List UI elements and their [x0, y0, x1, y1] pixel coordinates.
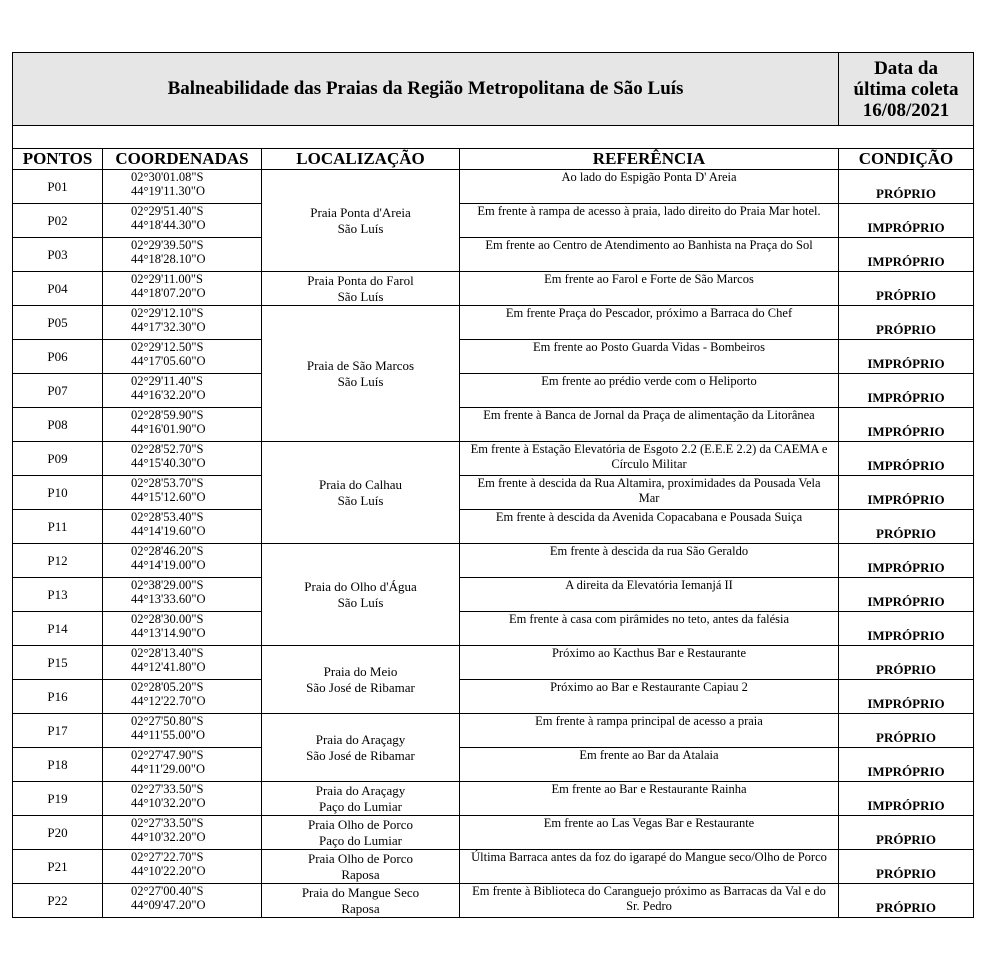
condition-cell: IMPRÓPRIO	[839, 782, 974, 816]
condition-cell: IMPRÓPRIO	[839, 408, 974, 442]
reference-cell: Em frente à descida da Rua Altamira, proximidades da Pousada Vela Mar	[460, 476, 839, 510]
coordinates-cell	[103, 646, 262, 680]
latitude: 02°27'22.70"S	[131, 850, 204, 864]
condition-cell: IMPRÓPRIO	[839, 442, 974, 476]
reference-cell: Em frente à Biblioteca do Caranguejo próximo as Barracas da Val e do Sr. Pedro	[460, 884, 839, 918]
condition-cell: PRÓPRIO	[839, 272, 974, 306]
ponto-cell: P18	[13, 748, 103, 782]
condition-cell: PRÓPRIO	[839, 510, 974, 544]
latitude: 02°27'00.40"S	[131, 884, 204, 898]
coordinates-cell	[103, 272, 262, 306]
ponto-cell: P11	[13, 510, 103, 544]
reference-cell: Em frente à descida da Avenida Copacabana e Pousada Suiça	[460, 510, 839, 544]
location-cell	[262, 782, 460, 816]
ponto-cell: P17	[13, 714, 103, 748]
table-row	[13, 442, 974, 476]
condition-cell: IMPRÓPRIO	[839, 748, 974, 782]
table-row	[13, 238, 974, 272]
ponto-cell: P22	[13, 884, 103, 918]
latitude: 02°29'12.10"S	[131, 306, 204, 320]
balneabilidade-table	[12, 52, 974, 918]
longitude: 44°10'22.20"O	[131, 864, 206, 878]
condition-cell: PRÓPRIO	[839, 850, 974, 884]
table-row	[13, 272, 974, 306]
reference-cell: Em frente ao Centro de Atendimento ao Banhista na Praça do Sol	[460, 238, 839, 272]
beach-name: Praia de São Marcos	[306, 357, 415, 373]
ponto-cell: P12	[13, 544, 103, 578]
ponto-cell: P20	[13, 816, 103, 850]
longitude: 44°12'22.70"O	[131, 694, 206, 708]
reference-cell: Próximo ao Kacthus Bar e Restaurante	[460, 646, 839, 680]
reference-cell: Em frente à rampa principal de acesso a praia	[460, 714, 839, 748]
longitude: 44°10'32.20"O	[131, 796, 206, 810]
beach-name: Praia do Araçagy	[315, 731, 406, 747]
longitude: 44°11'29.00"O	[131, 762, 206, 776]
ponto-cell: P16	[13, 680, 103, 714]
municipality: São José de Ribamar	[306, 747, 415, 763]
reference-cell: Última Barraca antes da foz do igarapé do Mangue seco/Olho de Porco	[460, 850, 839, 884]
latitude: 02°28'59.90"S	[131, 408, 204, 422]
condition-cell: IMPRÓPRIO	[839, 204, 974, 238]
location-cell	[262, 170, 460, 272]
reference-cell: Em frente à descida da rua São Geraldo	[460, 544, 839, 578]
reference-cell: Em frente ao Posto Guarda Vidas - Bombeiros	[460, 340, 839, 374]
beach-name: Praia do Calhau	[318, 476, 403, 492]
table-title: Balneabilidade das Praias da Região Metropolitana de São Luís	[13, 53, 839, 126]
reference-cell: Em frente à Estação Elevatória de Esgoto 2.2 (E.E.E 2.2) da CAEMA e Círculo Militar	[460, 442, 839, 476]
ponto-cell: P05	[13, 306, 103, 340]
latitude: 02°27'33.50"S	[131, 782, 204, 796]
column-header-coordenadas: COORDENADAS	[103, 149, 262, 170]
reference-cell: Em frente à casa com pirâmides no teto, antes da falésia	[460, 612, 839, 646]
longitude: 44°16'01.90"O	[131, 422, 206, 436]
location-cell	[262, 544, 460, 646]
beach-name: Praia do Mangue Seco	[301, 884, 420, 900]
table-row	[13, 612, 974, 646]
condition-cell: PRÓPRIO	[839, 884, 974, 918]
reference-cell: Em frente Praça do Pescador, próximo a Barraca do Chef	[460, 306, 839, 340]
ponto-cell: P08	[13, 408, 103, 442]
location-cell	[262, 272, 460, 306]
reference-cell: Em frente ao prédio verde com o Heliporto	[460, 374, 839, 408]
longitude: 44°13'14.90"O	[131, 626, 206, 640]
coordinates-cell	[103, 544, 262, 578]
municipality: São José de Ribamar	[306, 679, 415, 695]
municipality: São Luís	[337, 288, 384, 304]
date-label-line1: Data da	[874, 57, 938, 79]
reference-cell: Em frente à Banca de Jornal da Praça de alimentação da Litorânea	[460, 408, 839, 442]
ponto-cell: P15	[13, 646, 103, 680]
table-row	[13, 340, 974, 374]
table-row	[13, 646, 974, 680]
longitude: 44°19'11.30"O	[131, 184, 206, 198]
latitude: 02°27'50.80"S	[131, 714, 204, 728]
municipality: Paço do Lumiar	[318, 832, 403, 848]
reference-cell: Em frente ao Bar da Atalaia	[460, 748, 839, 782]
longitude: 44°18'07.20"O	[131, 286, 206, 300]
condition-cell: IMPRÓPRIO	[839, 476, 974, 510]
ponto-cell: P19	[13, 782, 103, 816]
last-collection-date	[839, 53, 974, 126]
column-header-referencia: REFERÊNCIA	[460, 149, 839, 170]
condition-cell: PRÓPRIO	[839, 646, 974, 680]
spacer-row	[13, 126, 974, 149]
municipality: São Luís	[337, 492, 384, 508]
longitude: 44°16'32.20"O	[131, 388, 206, 402]
coordinates-cell	[103, 850, 262, 884]
condition-cell: PRÓPRIO	[839, 306, 974, 340]
longitude: 44°17'32.30"O	[131, 320, 206, 334]
coordinates-cell	[103, 578, 262, 612]
longitude: 44°14'19.00"O	[131, 558, 206, 572]
ponto-cell: P02	[13, 204, 103, 238]
condition-cell: PRÓPRIO	[839, 170, 974, 204]
municipality: Paço do Lumiar	[318, 798, 403, 814]
condition-cell: PRÓPRIO	[839, 816, 974, 850]
table-row	[13, 850, 974, 884]
latitude: 02°29'11.00"S	[131, 272, 203, 286]
municipality: São Luís	[337, 373, 384, 389]
municipality: Raposa	[341, 900, 380, 916]
latitude: 02°28'53.70"S	[131, 476, 204, 490]
table-row	[13, 204, 974, 238]
ponto-cell: P03	[13, 238, 103, 272]
reference-cell: Próximo ao Bar e Restaurante Capiau 2	[460, 680, 839, 714]
condition-cell: IMPRÓPRIO	[839, 544, 974, 578]
date-value: 16/08/2021	[862, 99, 950, 121]
table-row	[13, 680, 974, 714]
longitude: 44°11'55.00"O	[131, 728, 206, 742]
table-row	[13, 544, 974, 578]
table-row	[13, 578, 974, 612]
beach-name: Praia do Araçagy	[315, 782, 406, 798]
longitude: 44°17'05.60"O	[131, 354, 206, 368]
table-row	[13, 816, 974, 850]
condition-cell: IMPRÓPRIO	[839, 340, 974, 374]
table-row	[13, 510, 974, 544]
location-cell	[262, 884, 460, 918]
table-row	[13, 306, 974, 340]
ponto-cell: P14	[13, 612, 103, 646]
longitude: 44°15'12.60"O	[131, 490, 206, 504]
location-cell	[262, 306, 460, 442]
municipality: Raposa	[341, 866, 380, 882]
coordinates-cell	[103, 204, 262, 238]
table-row	[13, 408, 974, 442]
reference-cell: Ao lado do Espigão Ponta D' Areia	[460, 170, 839, 204]
latitude: 02°28'13.40"S	[131, 646, 204, 660]
ponto-cell: P10	[13, 476, 103, 510]
reference-cell: A direita da Elevatória Iemanjá II	[460, 578, 839, 612]
column-header-pontos: PONTOS	[13, 149, 103, 170]
latitude: 02°28'52.70"S	[131, 442, 204, 456]
latitude: 02°28'30.00"S	[131, 612, 204, 626]
table-row	[13, 782, 974, 816]
ponto-cell: P21	[13, 850, 103, 884]
table-row	[13, 374, 974, 408]
coordinates-cell	[103, 340, 262, 374]
municipality: São Luís	[337, 220, 384, 236]
beach-name: Praia Olho de Porco	[307, 816, 414, 832]
condition-cell: PRÓPRIO	[839, 714, 974, 748]
latitude: 02°29'51.40"S	[131, 204, 204, 218]
condition-cell: IMPRÓPRIO	[839, 612, 974, 646]
coordinates-cell	[103, 510, 262, 544]
longitude: 44°12'41.80"O	[131, 660, 206, 674]
coordinates-cell	[103, 306, 262, 340]
table-row	[13, 476, 974, 510]
municipality: São Luís	[337, 594, 384, 610]
coordinates-cell	[103, 884, 262, 918]
reference-cell: Em frente à rampa de acesso à praia, lado direito do Praia Mar hotel.	[460, 204, 839, 238]
coordinates-cell	[103, 816, 262, 850]
ponto-cell: P06	[13, 340, 103, 374]
latitude: 02°28'46.20"S	[131, 544, 204, 558]
condition-cell: IMPRÓPRIO	[839, 680, 974, 714]
longitude: 44°09'47.20"O	[131, 898, 206, 912]
column-header-localizacao: LOCALIZAÇÃO	[262, 149, 460, 170]
coordinates-cell	[103, 170, 262, 204]
latitude: 02°27'47.90"S	[131, 748, 204, 762]
coordinates-cell	[103, 374, 262, 408]
longitude: 44°14'19.60"O	[131, 524, 206, 538]
coordinates-cell	[103, 748, 262, 782]
reference-cell: Em frente ao Farol e Forte de São Marcos	[460, 272, 839, 306]
condition-cell: IMPRÓPRIO	[839, 578, 974, 612]
beach-name: Praia do Meio	[323, 663, 398, 679]
longitude: 44°18'44.30"O	[131, 218, 206, 232]
longitude: 44°10'32.20"O	[131, 830, 206, 844]
beach-name: Praia Ponta d'Areia	[310, 204, 411, 220]
ponto-cell: P09	[13, 442, 103, 476]
latitude: 02°29'11.40"S	[131, 374, 203, 388]
latitude: 02°27'33.50"S	[131, 816, 204, 830]
coordinates-cell	[103, 238, 262, 272]
latitude: 02°28'05.20"S	[131, 680, 204, 694]
coordinates-cell	[103, 782, 262, 816]
longitude: 44°13'33.60"O	[131, 592, 206, 606]
latitude: 02°30'01.08"S	[131, 170, 204, 184]
ponto-cell: P04	[13, 272, 103, 306]
column-header-condicao: CONDIÇÃO	[839, 149, 974, 170]
longitude: 44°15'40.30"O	[131, 456, 206, 470]
table-row	[13, 714, 974, 748]
location-cell	[262, 816, 460, 850]
coordinates-cell	[103, 680, 262, 714]
ponto-cell: P01	[13, 170, 103, 204]
latitude: 02°29'12.50"S	[131, 340, 204, 354]
condition-cell: IMPRÓPRIO	[839, 374, 974, 408]
coordinates-cell	[103, 612, 262, 646]
beach-name: Praia Olho de Porco	[307, 850, 414, 866]
latitude: 02°28'53.40"S	[131, 510, 204, 524]
location-cell	[262, 646, 460, 714]
table-row	[13, 884, 974, 918]
reference-cell: Em frente ao Las Vegas Bar e Restaurante	[460, 816, 839, 850]
date-label-line2: última coleta	[853, 78, 959, 100]
table-row	[13, 170, 974, 204]
coordinates-cell	[103, 476, 262, 510]
ponto-cell: P07	[13, 374, 103, 408]
coordinates-cell	[103, 714, 262, 748]
location-cell	[262, 714, 460, 782]
latitude: 02°38'29.00"S	[131, 578, 204, 592]
coordinates-cell	[103, 408, 262, 442]
coordinates-cell	[103, 442, 262, 476]
condition-cell: IMPRÓPRIO	[839, 238, 974, 272]
reference-cell: Em frente ao Bar e Restaurante Rainha	[460, 782, 839, 816]
beach-name: Praia Ponta do Farol	[307, 272, 414, 288]
latitude: 02°29'39.50"S	[131, 238, 204, 252]
ponto-cell: P13	[13, 578, 103, 612]
table-row	[13, 748, 974, 782]
longitude: 44°18'28.10"O	[131, 252, 206, 266]
location-cell	[262, 442, 460, 544]
location-cell	[262, 850, 460, 884]
beach-name: Praia do Olho d'Água	[304, 578, 417, 594]
